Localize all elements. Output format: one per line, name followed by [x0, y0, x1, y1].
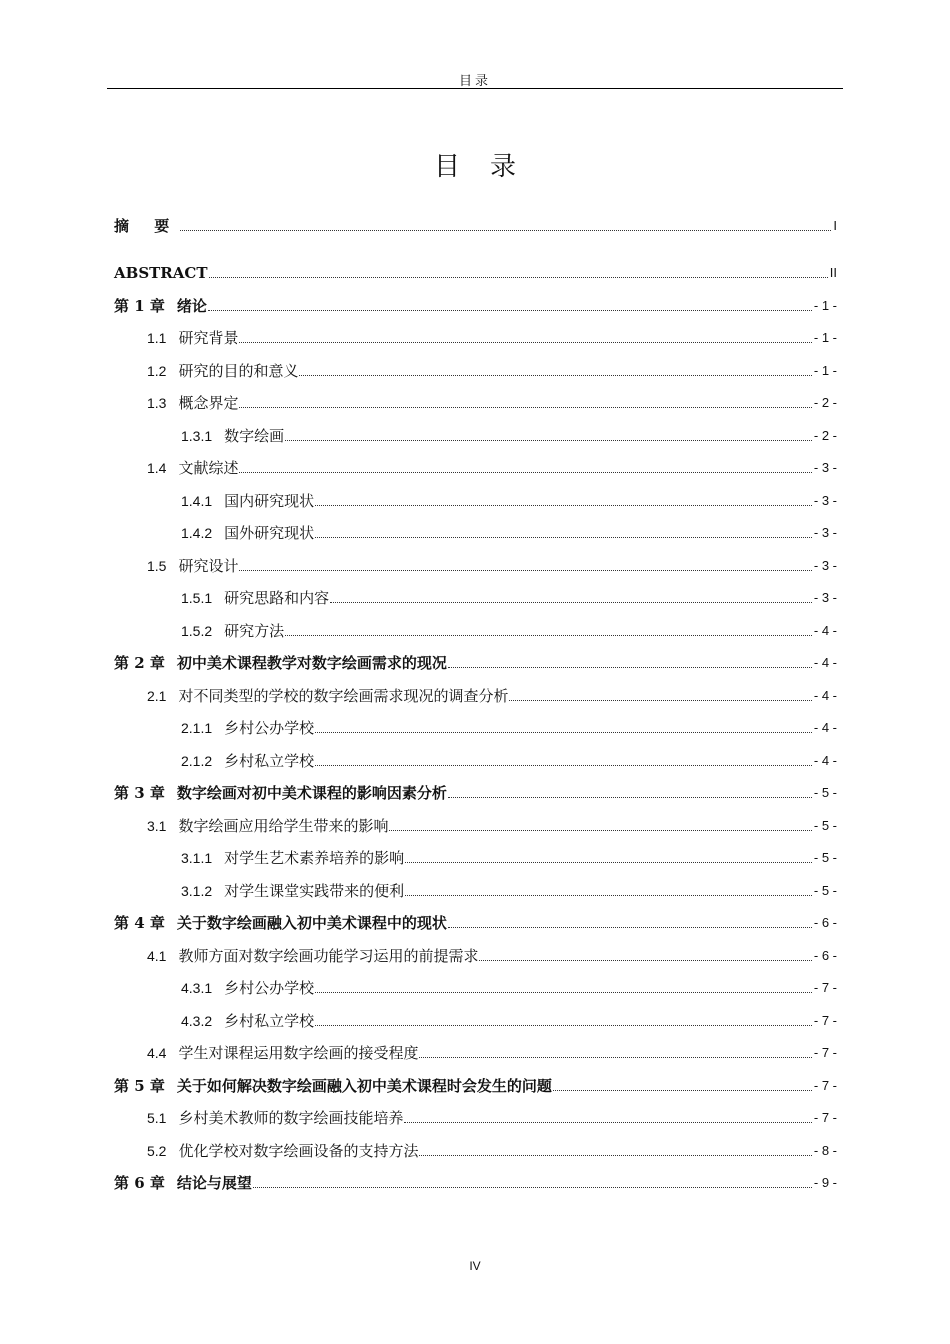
toc-entry-page: - 2 -: [813, 428, 837, 443]
toc-entry-page: - 3 -: [813, 460, 837, 475]
toc-entry-label: [147, 1043, 418, 1063]
toc-dot-leader: [209, 277, 828, 278]
toc-entry-title: 关于如何解决数字绘画融入初中美术课程时会发生的问题: [176, 1077, 552, 1095]
toc-entry[interactable]: [181, 424, 837, 446]
toc-entry-label: [147, 816, 388, 836]
toc-entry-title: 文献综述: [178, 459, 239, 477]
toc-entry-number: 第 4 章: [114, 914, 165, 932]
toc-entry-page: - 6 -: [813, 915, 837, 930]
toc-entry[interactable]: [147, 684, 837, 706]
toc-entry-page: - 7 -: [813, 1110, 837, 1125]
toc-entry-label: [147, 458, 238, 478]
toc-entry[interactable]: [181, 879, 837, 901]
toc-entry-page: - 1 -: [813, 363, 837, 378]
toc-entry-number: 1.4: [147, 460, 167, 476]
toc-entry-number: 第 5 章: [114, 1077, 165, 1095]
toc-dot-leader: [285, 635, 812, 636]
toc-entry-page: - 5 -: [813, 785, 837, 800]
toc-dot-leader: [479, 960, 811, 961]
toc-entry-number: 2.1.1: [181, 720, 213, 736]
toc-entry-label: [147, 686, 508, 706]
toc-entry-page: - 7 -: [813, 1045, 837, 1060]
toc-entry-page: - 1 -: [813, 330, 837, 345]
toc-entry-number: 4.4: [147, 1045, 167, 1061]
toc-entry-title: 初中美术课程教学对数字绘画需求的现况: [176, 654, 447, 672]
toc-dot-leader: [448, 927, 812, 928]
toc-entry-page: - 4 -: [813, 655, 837, 670]
toc-entry-label: [114, 263, 208, 283]
toc-entry-label: [114, 1076, 552, 1096]
toc-entry-label: [147, 393, 238, 413]
toc-entry-label: [181, 426, 284, 446]
toc-entry-title: ABSTRACT: [114, 264, 208, 282]
toc-dot-leader: [448, 667, 812, 668]
toc-entry-page: - 7 -: [813, 980, 837, 995]
toc-entry-number: 4.3.1: [181, 980, 213, 996]
toc-entry-title: 概念界定: [178, 394, 239, 412]
toc-entry-page: - 3 -: [813, 590, 837, 605]
toc-entry-title: 摘 要: [114, 217, 180, 235]
toc-entry-title: 对学生课堂实践带来的便利: [224, 882, 405, 900]
toc-entry[interactable]: [114, 214, 837, 236]
toc-entry[interactable]: [181, 489, 837, 511]
toc-entry-page: - 7 -: [813, 1078, 837, 1093]
toc-dot-leader: [315, 992, 812, 993]
toc-entry-page: - 9 -: [813, 1175, 837, 1190]
toc-entry-label: [114, 913, 447, 933]
toc-entry-title: 优化学校对数字绘画设备的支持方法: [178, 1142, 419, 1160]
toc-entry-number: 1.3: [147, 395, 167, 411]
toc-entry-page: - 3 -: [813, 493, 837, 508]
toc-entry-title: 研究背景: [178, 329, 239, 347]
toc-entry-title: 研究的目的和意义: [178, 362, 299, 380]
toc-dot-leader: [315, 732, 812, 733]
toc-entry-label: [147, 1141, 418, 1161]
toc-entry-page: I: [833, 218, 837, 233]
toc-entry-number: 第 1 章: [114, 297, 165, 315]
toc-entry[interactable]: [147, 1139, 837, 1161]
toc-entry[interactable]: [114, 1171, 837, 1193]
toc-entry-label: [181, 718, 314, 738]
toc-entry[interactable]: [181, 976, 837, 998]
toc-entry-page: - 4 -: [813, 623, 837, 638]
toc-entry-title: 数字绘画: [224, 427, 285, 445]
toc-entry-title: 绪论: [176, 297, 207, 315]
toc-dot-leader: [315, 1025, 812, 1026]
toc-entry-number: 3.1.1: [181, 850, 213, 866]
toc-entry[interactable]: [181, 1009, 837, 1031]
toc-entry-title: 乡村私立学校: [224, 752, 315, 770]
toc-entry-title: 乡村公办学校: [224, 719, 315, 737]
toc-entry-number: 第 2 章: [114, 654, 165, 672]
toc-entry-page: - 2 -: [813, 395, 837, 410]
toc-entry-title: 国外研究现状: [224, 524, 315, 542]
toc-entry[interactable]: [147, 326, 837, 348]
toc-dot-leader: [285, 440, 812, 441]
toc-entry[interactable]: [181, 619, 837, 641]
toc-entry[interactable]: [181, 716, 837, 738]
toc-entry-label: [114, 653, 447, 673]
toc-dot-leader: [448, 797, 812, 798]
toc-dot-leader: [419, 1155, 811, 1156]
toc-entry-label: [114, 296, 207, 316]
toc-entry-number: 3.1.2: [181, 883, 213, 899]
toc-entry-label: [181, 978, 314, 998]
toc-entry-label: [181, 588, 329, 608]
toc-entry-title: 研究思路和内容: [224, 589, 330, 607]
toc-entry[interactable]: [147, 944, 837, 966]
toc-entry-title: 结论与展望: [176, 1174, 252, 1192]
toc-entry-title: 对学生艺术素养培养的影响: [224, 849, 405, 867]
toc-entry-label: [147, 1108, 403, 1128]
toc-entry-page: - 6 -: [813, 948, 837, 963]
toc-entry-number: 4.3.2: [181, 1013, 213, 1029]
toc-entry-page: - 5 -: [813, 818, 837, 833]
toc-dot-leader: [239, 472, 811, 473]
toc-entry-number: 1.4.2: [181, 525, 213, 541]
toc-entry-number: 第 3 章: [114, 784, 165, 802]
toc-dot-leader: [253, 1187, 812, 1188]
toc-entry-title: 国内研究现状: [224, 492, 315, 510]
toc-entry[interactable]: [181, 586, 837, 608]
toc-entry-page: - 8 -: [813, 1143, 837, 1158]
toc-entry[interactable]: [147, 554, 837, 576]
toc-entry-title: 学生对课程运用数字绘画的接受程度: [178, 1044, 419, 1062]
toc-entry[interactable]: [147, 391, 837, 413]
toc-entry[interactable]: [114, 294, 837, 316]
toc-entry-label: [181, 751, 314, 771]
toc-entry-page: - 5 -: [813, 883, 837, 898]
toc-entry-label: [181, 621, 284, 641]
toc-entry-title: 乡村私立学校: [224, 1012, 315, 1030]
toc-entry-number: 3.1: [147, 818, 167, 834]
toc-entry[interactable]: [114, 1074, 837, 1096]
toc-entry-page: - 4 -: [813, 753, 837, 768]
toc-dot-leader: [208, 310, 812, 311]
toc-entry-number: 4.1: [147, 948, 167, 964]
page-number: IV: [469, 1259, 481, 1273]
toc-entry-label: [114, 783, 447, 803]
toc-entry-number: 1.5.1: [181, 590, 213, 606]
toc-entry-page: II: [829, 265, 837, 280]
toc-entry[interactable]: [147, 456, 837, 478]
toc-entry-title: 乡村公办学校: [224, 979, 315, 997]
toc-dot-leader: [299, 375, 811, 376]
toc-dot-leader: [239, 570, 811, 571]
toc-dot-leader: [330, 602, 812, 603]
toc-dot-leader: [389, 830, 811, 831]
toc-entry-number: 1.3.1: [181, 428, 213, 444]
toc-entry-title: 研究设计: [178, 557, 239, 575]
toc-entry-label: [181, 881, 404, 901]
toc-dot-leader: [553, 1090, 812, 1091]
toc-entry-number: 1.5.2: [181, 623, 213, 639]
toc-entry-number: 5.1: [147, 1110, 167, 1126]
toc-dot-leader: [315, 765, 812, 766]
toc-dot-leader: [509, 700, 811, 701]
toc-entry-label: [147, 328, 238, 348]
toc-dot-leader: [419, 1057, 811, 1058]
toc-dot-leader: [405, 862, 812, 863]
toc-entry-number: 2.1.2: [181, 753, 213, 769]
toc-entry-number: 2.1: [147, 688, 167, 704]
toc-entry[interactable]: [147, 359, 837, 381]
toc-entry-page: - 5 -: [813, 850, 837, 865]
toc-dot-leader: [239, 407, 811, 408]
toc-entry-page: - 7 -: [813, 1013, 837, 1028]
toc-entry-title: 数字绘画对初中美术课程的影响因素分析: [176, 784, 447, 802]
toc-dot-leader: [315, 505, 812, 506]
toc-entry-label: [114, 1173, 252, 1193]
toc-dot-leader: [180, 230, 831, 231]
toc-entry[interactable]: [147, 1106, 837, 1128]
toc-entry[interactable]: [147, 814, 837, 836]
toc-entry-page: - 1 -: [813, 298, 837, 313]
toc-entry-label: [181, 1011, 314, 1031]
toc-entry-number: 1.4.1: [181, 493, 213, 509]
toc-entry-label: [181, 491, 314, 511]
toc-entry-title: 教师方面对数字绘画功能学习运用的前提需求: [178, 947, 479, 965]
toc-entry-number: 1.1: [147, 330, 167, 346]
toc-entry-page: - 3 -: [813, 558, 837, 573]
toc-entry-number: 1.2: [147, 363, 167, 379]
toc-entry-page: - 3 -: [813, 525, 837, 540]
toc-entry[interactable]: [114, 911, 837, 933]
toc-entry[interactable]: [181, 749, 837, 771]
toc-dot-leader: [405, 895, 812, 896]
toc-entry-label: [147, 946, 478, 966]
toc-entry-page: - 4 -: [813, 688, 837, 703]
toc-entry[interactable]: [114, 261, 837, 283]
toc-entry-label: [114, 216, 179, 236]
page-title: 目录: [433, 152, 546, 182]
toc-entry-title: 关于数字绘画融入初中美术课程中的现状: [176, 914, 447, 932]
toc-entry[interactable]: [181, 521, 837, 543]
toc-entry-title: 对不同类型的学校的数字绘画需求现况的调查分析: [178, 687, 509, 705]
toc-entry-number: 1.5: [147, 558, 167, 574]
toc-entry-label: [181, 848, 404, 868]
toc-entry-label: [147, 556, 238, 576]
toc-entry-number: 第 6 章: [114, 1174, 165, 1192]
toc-entry[interactable]: [114, 781, 837, 803]
toc-dot-leader: [315, 537, 812, 538]
toc-entry-title: 研究方法: [224, 622, 285, 640]
toc-entry-title: 数字绘画应用给学生带来的影响: [178, 817, 389, 835]
toc-entry-label: [181, 523, 314, 543]
toc-entry[interactable]: [114, 651, 837, 673]
toc-entry-page: - 4 -: [813, 720, 837, 735]
toc-entry[interactable]: [147, 1041, 837, 1063]
running-header: 目录: [458, 74, 491, 89]
toc-dot-leader: [239, 342, 811, 343]
toc-dot-leader: [404, 1122, 811, 1123]
toc-entry-number: 5.2: [147, 1143, 167, 1159]
toc-entry-title: 乡村美术教师的数字绘画技能培养: [178, 1109, 404, 1127]
toc-entry[interactable]: [181, 846, 837, 868]
toc-entry-label: [147, 361, 298, 381]
